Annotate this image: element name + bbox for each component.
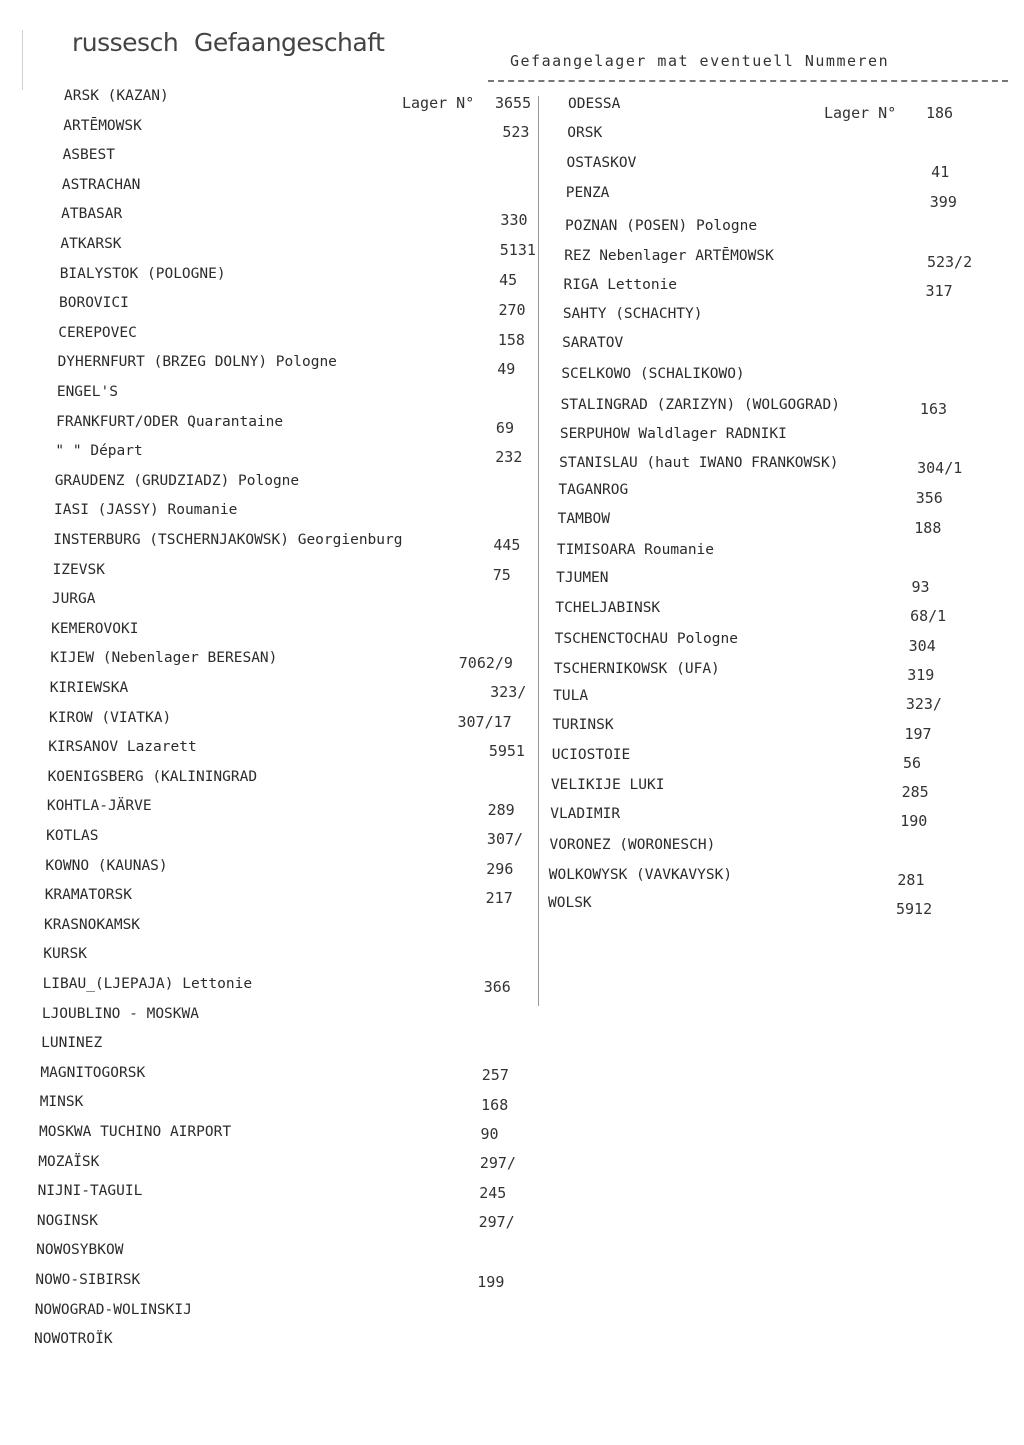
right-camp-number: 319 [907,666,935,684]
left-camp-number: 245 [479,1184,507,1202]
left-camp-number: 168 [481,1096,509,1114]
left-camp-name: MOSKWA TUCHINO AIRPORT [39,1124,232,1140]
left-camp-number: 217 [485,889,513,907]
right-camp-name: SCELKOWO (SCHALIKOWO) [561,366,745,382]
right-camp-name: VLADIMIR [550,806,621,822]
left-camp-number: 49 [497,360,516,378]
left-camp-name: ASTRACHAN [61,176,141,193]
left-camp-number: 90 [480,1125,499,1143]
left-camp-name: KOWNO (KAUNAS) [45,857,168,874]
left-camp-number: 289 [487,801,515,819]
right-camp-name: ORSK [567,125,603,141]
left-camp-name: KOTLAS [46,828,99,844]
right-camp-name: TIMISOARA Roumanie [556,542,715,558]
right-camp-name: SERPUHOW Waldlager RADNIKI [559,426,787,442]
right-camp-name: TAMBOW [557,511,611,527]
left-camp-name: KIRSANOV Lazarett [48,739,197,756]
left-camp-name: KRASNOKAMSK [44,916,141,933]
right-camp-name: TAGANROG [558,482,629,498]
left-camp-name: KURSK [43,946,87,963]
right-camp-name: WOLSK [548,895,592,911]
right-camp-number: 304/1 [917,459,963,477]
left-camp-number: 330 [500,211,528,229]
right-camp-number: 190 [900,812,928,830]
left-camp-number: 445 [493,536,521,554]
left-camp-name: KRAMATORSK [44,887,133,904]
right-camp-number: 68/1 [910,607,947,625]
right-camp-name: TSCHENCTOCHAU Pologne [554,631,738,647]
dashed-rule [488,80,1008,82]
margin-rule [22,30,23,90]
right-camp-name: SARATOV [562,335,624,351]
right-camp-number: 93 [911,578,930,596]
right-camp-name: ODESSA [568,96,621,112]
left-camp-name: ARTĒMOWSK [63,117,142,134]
left-camp-name: NIJNI-TAGUIL [37,1183,143,1200]
left-camp-number: 257 [481,1066,509,1084]
right-camp-number: 356 [915,489,943,507]
heading-subtitle: Gefaangelager mat eventuell Nummeren [510,52,890,70]
left-camp-number: 5131 [499,241,536,259]
right-camp-name: REZ Nebenlager ARTĒMOWSK [564,248,774,264]
right-camp-number: 285 [901,783,929,801]
right-camp-number: 317 [925,282,953,300]
right-camp-name: STALINGRAD (ZARIZYN) (WOLGOGRAD) [560,397,840,413]
right-camp-name: OSTASKOV [566,155,637,171]
left-camp-number: 366 [483,978,511,996]
right-camp-name: RIGA Lettonie [563,277,678,293]
left-camp-number: 7062/9 [458,654,513,672]
left-camp-name: NOWO-SIBIRSK [35,1272,141,1288]
left-camp-name: LIBAU_(LJEPAJA) Lettonie [42,976,253,992]
right-camp-name: SAHTY (SCHACHTY) [562,306,703,322]
left-camp-name: INSTERBURG (TSCHERNJAKOWSK) Georgienburg [53,532,403,548]
right-camp-name: VELIKIJE LUKI [550,777,665,793]
left-camp-number: 297/ [479,1154,516,1172]
left-camp-name: KIRIEWSKA [49,680,129,696]
left-camp-name: NOWOTROÏK [34,1331,113,1348]
left-camp-number: 45 [499,271,518,289]
left-camp-number: 75 [492,566,511,584]
right-camp-number: 304 [908,637,936,655]
left-lager-label: Lager N° [402,94,475,112]
left-camp-name: JURGA [51,591,96,608]
left-camp-number: 232 [495,448,523,466]
left-camp-name: CEREPOVEC [58,324,137,341]
right-camp-name: TJUMEN [556,570,609,586]
left-camp-name: BIALYSTOK (POLOGNE) [59,265,226,282]
left-camp-name: ATBASAR [61,206,123,223]
left-camp-name: ARSK (KAZAN) [64,88,169,104]
right-camp-number: 56 [903,754,922,772]
left-camp-number: 307/17 [457,713,512,731]
right-camp-name: VORONEZ (WORONESCH) [549,837,716,853]
right-camp-name: TURINSK [552,717,614,733]
left-camp-name: DYHERNFURT (BRZEG DOLNY) Pologne [57,354,337,371]
left-camp-name: LUNINEZ [41,1035,103,1052]
right-camp-name: TULA [553,688,589,704]
left-camp-name: MINSK [39,1094,84,1111]
left-camp-name: MOZAÏSK [38,1153,100,1170]
left-camp-name: KEMEROVOKI [51,620,139,637]
left-camp-name: NOWOGRAD-WOLINSKIJ [34,1301,192,1318]
left-camp-name: ATKARSK [60,236,122,252]
right-camp-number: 197 [904,725,932,743]
left-camp-number: 307/ [486,830,524,848]
right-camp-name: POZNAN (POSEN) Pologne [565,218,758,234]
left-camp-name: ENGEL'S [56,384,118,400]
right-lager-label: Lager N° [824,104,897,122]
right-camp-number: 5912 [896,900,933,918]
left-camp-name: ASBEST [62,147,115,164]
left-camp-name: GRAUDENZ (GRUDZIADZ) Pologne [54,472,300,489]
right-camp-number: 163 [919,400,948,418]
left-camp-name: IASI (JASSY) Roumanie [54,502,238,519]
right-camp-number: 41 [931,163,950,181]
left-camp-number: 158 [497,331,525,349]
left-camp-name: MAGNITOGORSK [40,1064,146,1081]
left-camp-name: KOHTLA-JÄRVE [46,798,152,815]
left-camp-name: IZEVSK [52,561,105,578]
left-camp-name: KOENIGSBERG (KALININGRAD [47,768,258,785]
left-camp-number: 297/ [478,1213,515,1231]
left-camp-number: 523 [502,123,530,141]
left-camp-number: 270 [498,301,526,319]
left-camp-number: 69 [495,419,514,437]
heading-title: Gefaangeschaft [194,28,385,57]
left-camp-name: BOROVICI [59,295,129,312]
left-camp-name: KIROW (VIATKA) [49,709,172,726]
right-camp-name: TSCHERNIKOWSK (UFA) [553,661,720,677]
right-camp-name: TCHELJABINSK [555,600,661,616]
right-lager-number: 186 [926,104,954,122]
left-camp-name: " " Départ [55,443,143,460]
left-camp-name: KIJEW (Nebenlager BERESAN) [50,650,278,667]
right-camp-number: 323/ [905,695,942,713]
right-camp-name: WOLKOWYSK (VAVKAVYSK) [548,867,733,883]
left-camp-name: FRANKFURT/ODER Quarantaine [56,413,284,430]
left-camp-number: 296 [486,860,514,878]
column-divider [538,96,539,1006]
left-camp-number: 323/ [490,683,527,701]
left-camp-name: NOWOSYBKOW [36,1242,124,1259]
right-camp-number: 281 [897,871,925,889]
right-camp-number: 188 [914,519,942,537]
left-camp-name: LJOUBLINO - MOSKWA [41,1005,199,1022]
right-camp-name: PENZA [565,185,610,201]
left-camp-name: NOGINSK [36,1212,98,1229]
left-camp-number: 5951 [488,742,525,760]
right-camp-number: 523/2 [926,253,973,271]
right-camp-number: 399 [929,193,957,211]
left-lager-number: 3655 [495,94,532,112]
right-camp-name: UCIOSTOIE [551,747,631,763]
heading-language: russesch [72,28,179,57]
left-camp-number: 199 [477,1273,505,1291]
right-camp-name: STANISLAU (haut IWANO FRANKOWSK) [559,455,839,471]
